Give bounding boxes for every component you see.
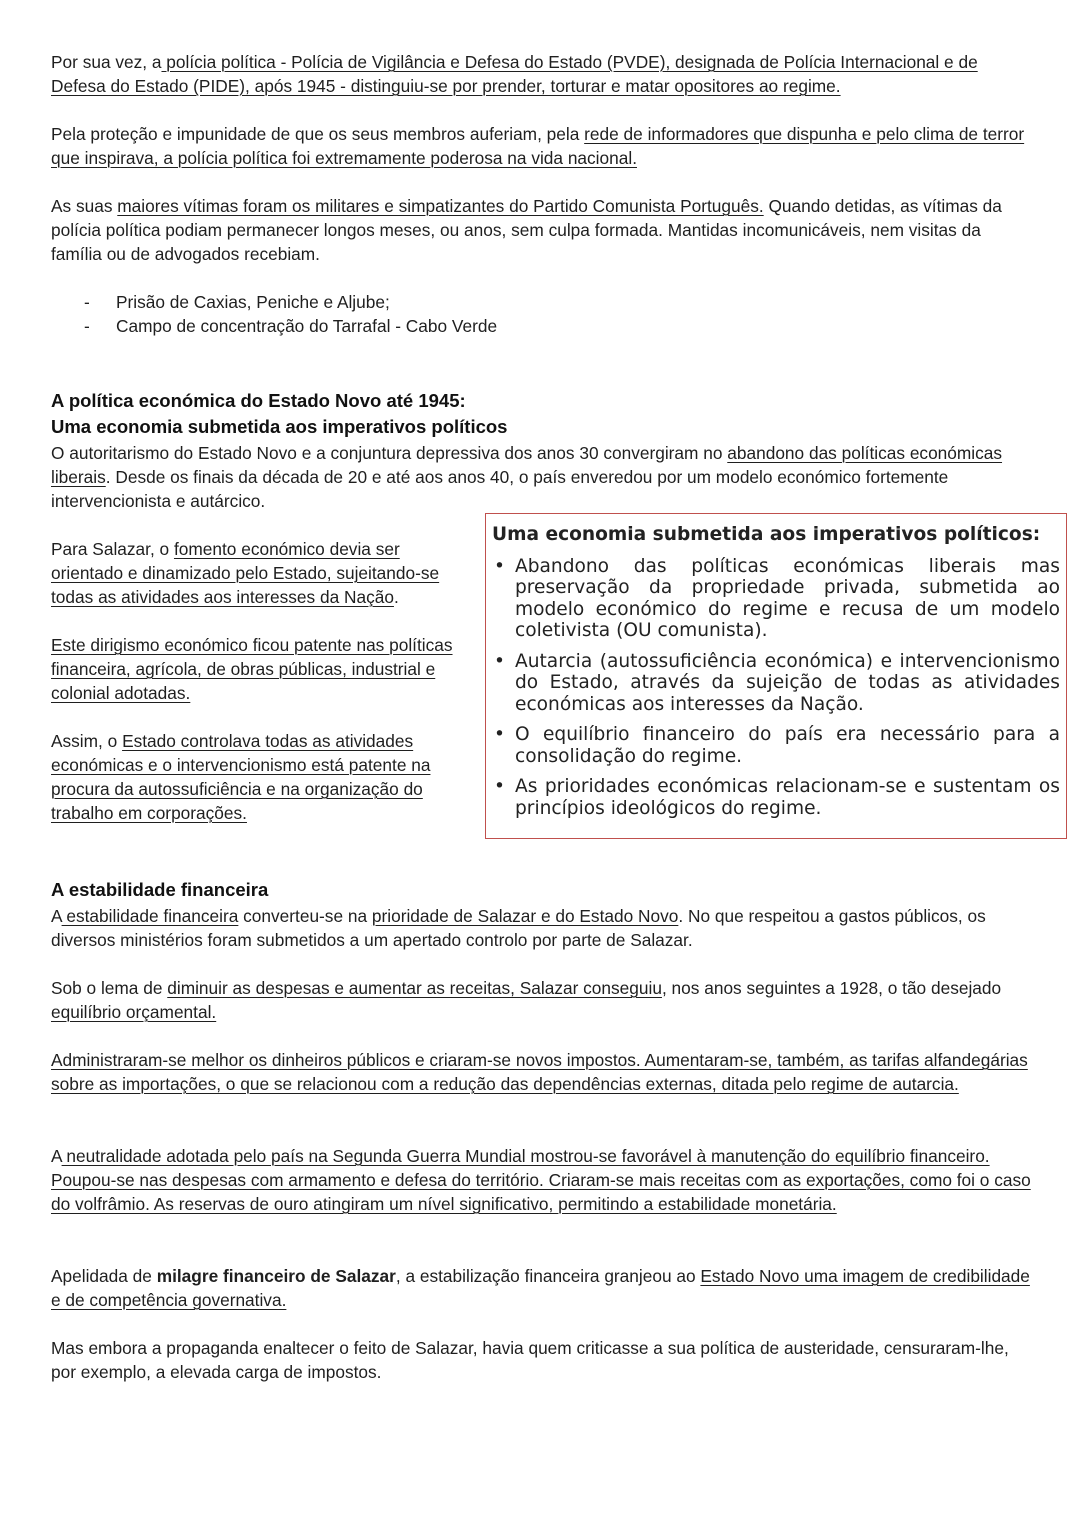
text: Apelidada de	[51, 1266, 157, 1286]
summary-item: • O equilíbrio financeiro do país era necessário para a consolidação do regime.	[492, 724, 1060, 767]
section-subheading-economia: Uma economia submetida aos imperativos políticos	[51, 416, 508, 437]
underlined-text: estabilidade financeira	[61, 906, 239, 926]
underlined-text: rede de informadores que dispunha e pelo clima de terror que inspirava, a polícia política foi extremamente poderosa na vida nacional.	[51, 124, 1025, 168]
summary-box-title: Uma economia submetida aos imperativos políticos:	[492, 524, 1041, 545]
text: Sob o lema de	[51, 978, 168, 998]
underlined-text: Estado Novo uma imagem de credibilidade e de competência governativa.	[51, 1266, 1030, 1310]
underlined-text: maiores vítimas foram os militares e simpatizantes do Partido Comunista Português.	[117, 196, 764, 216]
text: Assim, o	[51, 731, 123, 751]
text: O autoritarismo do Estado Novo e a conjuntura depressiva dos anos 30 convergiram no	[51, 443, 728, 463]
paragraph-impunidade	[51, 122, 1036, 170]
text: .	[393, 587, 399, 607]
text: , a estabilização financeira granjeou ao	[395, 1266, 701, 1286]
paragraph-estabilidade-3	[51, 1048, 1036, 1096]
paragraph-vitimas	[51, 194, 1036, 266]
paragraph-pvde	[51, 50, 1036, 98]
text: A	[51, 906, 62, 926]
text: A	[51, 1146, 62, 1166]
summary-item: • Autarcia (autossuficiência económica) e intervencionismo do Estado, através da sujeição de todas as atividades económicas aos interesses da Nação.	[492, 651, 1060, 716]
list-item: - Campo de concentração do Tarrafal - Cabo Verde	[51, 314, 1036, 338]
paragraph-fomento	[51, 537, 471, 609]
underlined-text: neutralidade adotada pelo país na Segunda Guerra Mundial mostrou-se favorável à manutenção do equilíbrio financeiro. Poupou-se nas despesas com armamento e defesa do território. Criaram-se mais receitas com as exportações, como foi o caso do volfrâmio. As reservas de ouro atingiram um nível significativo, permitindo a estabilidade monetária.	[51, 1146, 1031, 1214]
underlined-text: equilíbrio orçamental.	[51, 1002, 217, 1022]
underlined-text: abandono das políticas económicas liberais	[51, 443, 1003, 487]
underlined-text: Este dirigismo económico ficou patente nas políticas financeira, agrícola, de obras públicas, industrial e colonial adotadas.	[51, 635, 453, 703]
summary-list	[492, 556, 1060, 820]
paragraph-estabilidade-1	[51, 904, 1036, 952]
summary-item: • Abandono das políticas económicas liberais mas preservação da propriedade privada, submetida ao modelo económico do regime e recusa de um modelo coletivista (OU comunista).	[492, 556, 1060, 642]
text: . Desde os finais da década de 20 e até aos anos 40, o país enveredou por um modelo económico fortemente intervencionista e autárcico.	[51, 467, 949, 511]
prison-list	[51, 290, 1036, 338]
paragraph-dirigismo	[51, 633, 471, 705]
underlined-text: Estado controlava todas as atividades económicas e o intervencionismo está patente na procura da autossuficiência e na organização do trabalho em corporações.	[51, 731, 431, 823]
underlined-text: prioridade de Salazar e do Estado Novo	[371, 906, 679, 926]
underlined-text: polícia política - Polícia de Vigilância e Defesa do Estado (PVDE), designada de Polícia Internacional e de Defesa do Estado (PIDE), após 1945 - distinguiu-se por prender, torturar e matar opositores ao regime.	[51, 52, 978, 96]
paragraph-controlo	[51, 729, 471, 825]
text: As suas	[51, 196, 118, 216]
text: , nos anos seguintes a 1928, o tão desejado	[661, 978, 1002, 998]
text: Por sua vez, a	[51, 52, 162, 72]
paragraph-estabilidade-6: Mas embora a propaganda enaltecer o feito de Salazar, havia quem criticasse a sua política de austeridade, censuraram-lhe, por exemplo, a elevada carga de impostos.	[51, 1338, 1009, 1382]
summary-box	[485, 513, 1067, 839]
paragraph-estabilidade-2	[51, 976, 1036, 1024]
paragraph-estabilidade-4	[51, 1144, 1036, 1216]
section-heading-estabilidade: A estabilidade financeira	[51, 879, 269, 900]
text: converteu-se na	[238, 906, 372, 926]
bold-text: milagre financeiro de Salazar	[156, 1266, 396, 1286]
text: Pela proteção e impunidade de que os seus membros auferiam, pela	[51, 124, 585, 144]
underlined-text: diminuir as despesas e aumentar as receitas, Salazar conseguiu	[167, 978, 662, 998]
summary-item: • As prioridades económicas relacionam-se e sustentam os princípios ideológicos do regime.	[492, 776, 1060, 819]
underlined-text: fomento económico devia ser orientado e dinamizado pelo Estado, sujeitando-se todas as atividades aos interesses da Nação	[51, 539, 440, 607]
section-heading-economia: A política económica do Estado Novo até 1945:	[51, 390, 466, 411]
underlined-text: Administraram-se melhor os dinheiros públicos e criaram-se novos impostos. Aumentaram-se, também, as tarifas alfandegárias sobre as importações, o que se relacionou com a redução das dependências externas, ditada pelo regime de autarcia.	[51, 1050, 1028, 1094]
text: . No que respeitou a gastos públicos, os diversos ministérios foram submetidos a um apertado controlo por parte de Salazar.	[51, 906, 986, 950]
text: Para Salazar, o	[51, 539, 174, 559]
paragraph-economia-intro	[51, 441, 1036, 513]
text: Quando detidas, as vítimas da polícia política podiam permanecer longos meses, ou anos, sem culpa formada. Mantidas incomunicáveis, nem visitas da família ou de advogados recebiam.	[51, 196, 1002, 264]
paragraph-estabilidade-5	[51, 1264, 1036, 1312]
list-item: - Prisão de Caxias, Peniche e Aljube;	[51, 290, 1036, 314]
